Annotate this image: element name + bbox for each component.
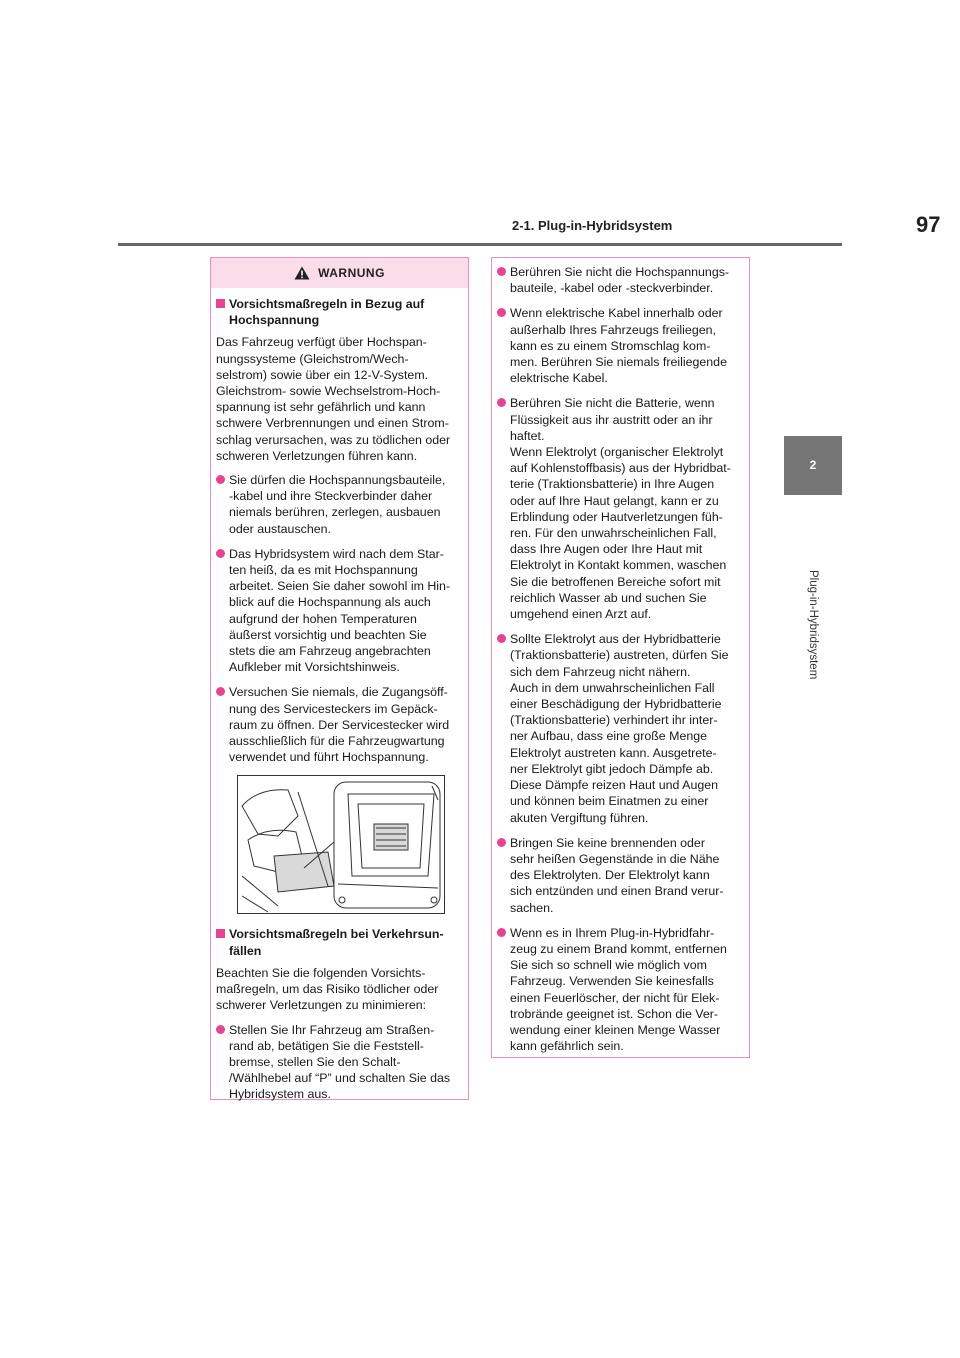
list-item	[497, 925, 741, 1055]
section-heading-text: Vorsichtsmaßregeln in Bezug auf Hochspannung	[229, 297, 425, 328]
chapter-tab: 2	[784, 436, 842, 495]
section-intro: Beachten Sie die folgenden Vorsichts- maßregeln, um das Risiko tödlicher oder schwerer Verletzungen zu minimieren:	[216, 965, 439, 1013]
warning-content-right	[492, 258, 749, 1069]
warning-content-left	[211, 288, 468, 1118]
list-item-text: Sollte Elektrolyt aus der Hybridbatterie (Traktionsbatterie) austreten, dürfen Sie sich dem Fahrzeug nicht nähern. Auch in dem unwahrscheinlichen Fall einer Beschädigung der Hybridbatterie (Traktionsbatterie) verhindert ihr inter- ner Aufbau, dass eine große Menge Elektrolyt austreten kann. Ausgetrete- ner Elektrolyt gibt jedoch Dämpfe ab. Diese Dämpfe reizen Haut und Augen und können beim Einatmen zu einer akuten Vergiftung führen.	[510, 632, 729, 825]
chapter-side-label	[797, 570, 829, 680]
list-item	[216, 1022, 460, 1103]
section-title: 2-1. Plug-in-Hybridsystem	[512, 218, 673, 233]
list-item	[497, 835, 741, 916]
list-item-text: Stellen Sie Ihr Fahrzeug am Straßen- rand ab, betätigen Sie die Feststell- bremse, stellen Sie den Schalt- /Wählhebel auf “P” und schalten Sie das Hybridsystem aus.	[229, 1022, 451, 1102]
bullet-dot-icon	[497, 308, 506, 317]
warning-title: WARNUNG	[318, 266, 385, 280]
list-item	[216, 546, 460, 676]
list-item-text: Versuchen Sie niemals, die Zugangsöff- nung des Servicesteckers im Gepäck- raum zu öffnen. Der Servicestecker wird ausschließlich für die Fahrzeugwartung verwendet und führt Hochspannung.	[229, 685, 450, 765]
warning-header	[211, 258, 468, 288]
bullet-dot-icon	[497, 634, 506, 643]
chapter-side-label-text: Plug-in-Hybridsystem	[807, 570, 819, 680]
bullet-dot-icon	[216, 687, 225, 696]
section-heading-text: Vorsichtsmaßregeln bei Verkehrsun- fällen	[229, 927, 444, 958]
warning-box-left	[210, 257, 469, 1100]
section-heading-accidents	[216, 926, 460, 958]
bullet-dot-icon	[497, 267, 506, 276]
warning-triangle-icon	[294, 266, 310, 280]
list-item-text: Berühren Sie nicht die Batterie, wenn Flüssigkeit aus ihr austritt oder an ihr haftet. Wenn Elektrolyt (organischer Elektrolyt auf Kohlenstoffbasis) aus der Hybridbat- terie (Traktionsbatterie) in Ihre Augen oder auf Ihre Haut gelangt, kann er zu Erblindung oder Hautverletzungen füh- ren. Für den unwahrscheinlichen Fall, dass Ihre Augen oder Ihre Haut mit Elektrolyt in Kontakt kommen, waschen Sie die betroffenen Bereiche sofort mit reichlich Wasser ab und suchen Sie umgehend einen Arzt auf.	[510, 396, 731, 622]
square-bullet-icon	[216, 299, 225, 308]
page-number: 97	[916, 212, 941, 237]
header-rule	[118, 243, 842, 246]
bullet-dot-icon	[497, 928, 506, 937]
bullet-dot-icon	[216, 475, 225, 484]
section-heading-high-voltage	[216, 296, 460, 328]
bullet-dot-icon	[497, 398, 506, 407]
warning-box-right	[491, 257, 750, 1058]
section-intro: Das Fahrzeug verfügt über Hochspan- nungssysteme (Gleichstrom/Wech- selstrom) sowie über ein 12-V-System. Gleichstrom- sowie Wechselstrom-Hoch- spannung ist sehr gefährlich und kann schwere Verbrennungen und einen Strom- schlag verursachen, was zu tödlichen oder schweren Verletzungen führen kann.	[216, 335, 451, 463]
list-item-text: Sie dürfen die Hochspannungsbauteile, -kabel und ihre Steckverbinder daher niemals berühren, zerlegen, ausbauen oder austauschen.	[229, 473, 446, 536]
bullet-dot-icon	[497, 838, 506, 847]
list-item	[497, 631, 741, 825]
list-item	[497, 264, 741, 296]
list-item-text: Wenn elektrische Kabel innerhalb oder außerhalb Ihres Fahrzeugs freiliegen, kann es zu einem Stromschlag kom- men. Berühren Sie niemals freiliegende elektrische Kabel.	[510, 306, 727, 386]
bullet-dot-icon	[216, 549, 225, 558]
list-item-text: Das Hybridsystem wird nach dem Star- ten heiß, da es mit Hochspannung arbeitet. Seien Sie daher sowohl im Hin- blick auf die Hochspannung als auch aufgrund der hohen Temperaturen äußerst vorsichtig und beachten Sie stets die am Fahrzeug angebrachten Aufkleber mit Vorsichtshinweis.	[229, 546, 451, 675]
bullet-dot-icon	[216, 1025, 225, 1034]
list-item	[216, 684, 460, 765]
list-item	[497, 305, 741, 386]
list-item	[497, 395, 741, 622]
service-plug-illustration	[237, 775, 445, 914]
list-item-text: Bringen Sie keine brennenden oder sehr heißen Gegenstände in die Nähe des Elektrolyten. Der Elektrolyt kann sich entzünden und einen Brand verur- sachen.	[510, 835, 724, 915]
list-item-text: Wenn es in Ihrem Plug-in-Hybridfahr- zeug zu einem Brand kommt, entfernen Sie sich so schnell wie möglich vom Fahrzeug. Verwenden Sie keinesfalls einen Feuerlöscher, der nicht für Elek- trobrände geeignet ist. Schon die Ver- wendung einer kleinen Menge Wasser kann gefährlich sein.	[510, 925, 727, 1054]
list-item	[216, 472, 460, 537]
square-bullet-icon	[216, 929, 225, 938]
list-item-text: Berühren Sie nicht die Hochspannungs- bauteile, -kabel oder -steckverbinder.	[510, 265, 730, 296]
